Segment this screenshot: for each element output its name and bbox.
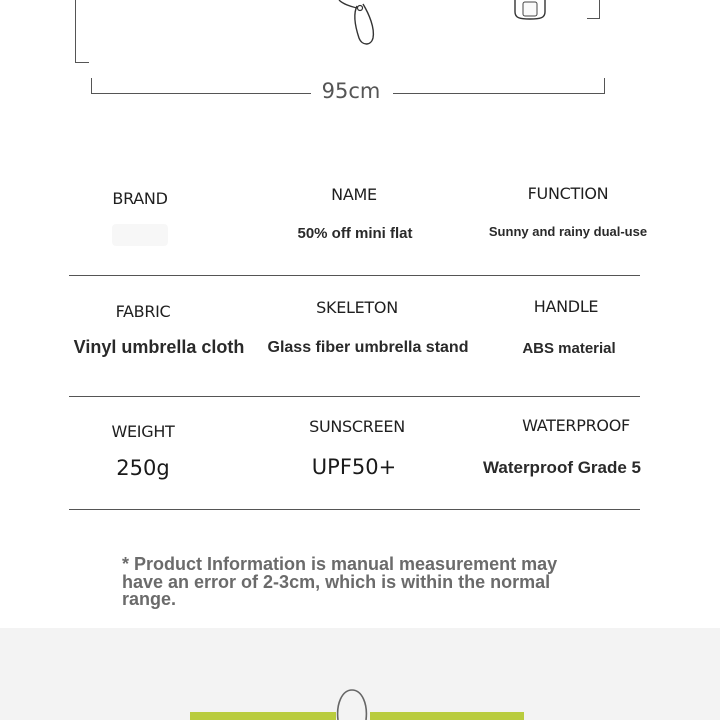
spec-value-handle: ABS material — [522, 340, 616, 357]
spec-header-name: NAME — [331, 185, 377, 204]
bracket-left-foot — [75, 62, 89, 63]
umbrella-green-right — [370, 712, 524, 720]
dim-tick-right — [604, 78, 605, 94]
row-divider-1 — [69, 275, 640, 276]
spec-header-sunscreen: SUNSCREEN — [309, 417, 405, 436]
spec-value-fabric: Vinyl umbrella cloth — [73, 337, 245, 357]
dimension-label: 95cm — [321, 79, 381, 103]
spec-header-handle: HANDLE — [533, 297, 599, 316]
bracket-right-foot — [587, 18, 600, 19]
bracket-right — [599, 0, 600, 19]
spec-value-name: 50% off mini flat — [297, 225, 413, 242]
product-image-strip — [0, 628, 720, 720]
dim-line-left — [91, 93, 311, 94]
spec-value-weight: 250g — [116, 456, 170, 480]
dim-tick-left — [91, 78, 92, 94]
spec-header-fabric: FABRIC — [115, 302, 171, 321]
spec-value-skeleton: Glass fiber umbrella stand — [267, 339, 469, 356]
row-divider-2 — [69, 396, 640, 397]
spec-header-waterproof: WATERPROOF — [522, 416, 630, 435]
measurement-note: * Product Information is manual measurement may have an error of 2-3cm, which is within the normal range. — [122, 554, 558, 609]
umbrella-green-left — [190, 712, 336, 720]
handle-icon — [510, 0, 550, 22]
brand-logo-blurred — [112, 224, 168, 246]
spec-value-sunscreen: UPF50+ — [311, 455, 397, 479]
strap-icon — [335, 0, 385, 48]
spec-value-waterproof: Waterproof Grade 5 — [482, 458, 642, 477]
spec-value-function: Sunny and rainy dual-use — [488, 224, 648, 239]
bracket-left — [75, 0, 76, 63]
spec-header-function: FUNCTION — [527, 184, 609, 203]
dim-line-right — [393, 93, 605, 94]
spec-header-skeleton: SKELETON — [316, 298, 398, 317]
row-divider-3 — [69, 509, 640, 510]
spec-header-weight: WEIGHT — [111, 422, 175, 441]
spec-header-brand: BRAND — [112, 189, 168, 208]
